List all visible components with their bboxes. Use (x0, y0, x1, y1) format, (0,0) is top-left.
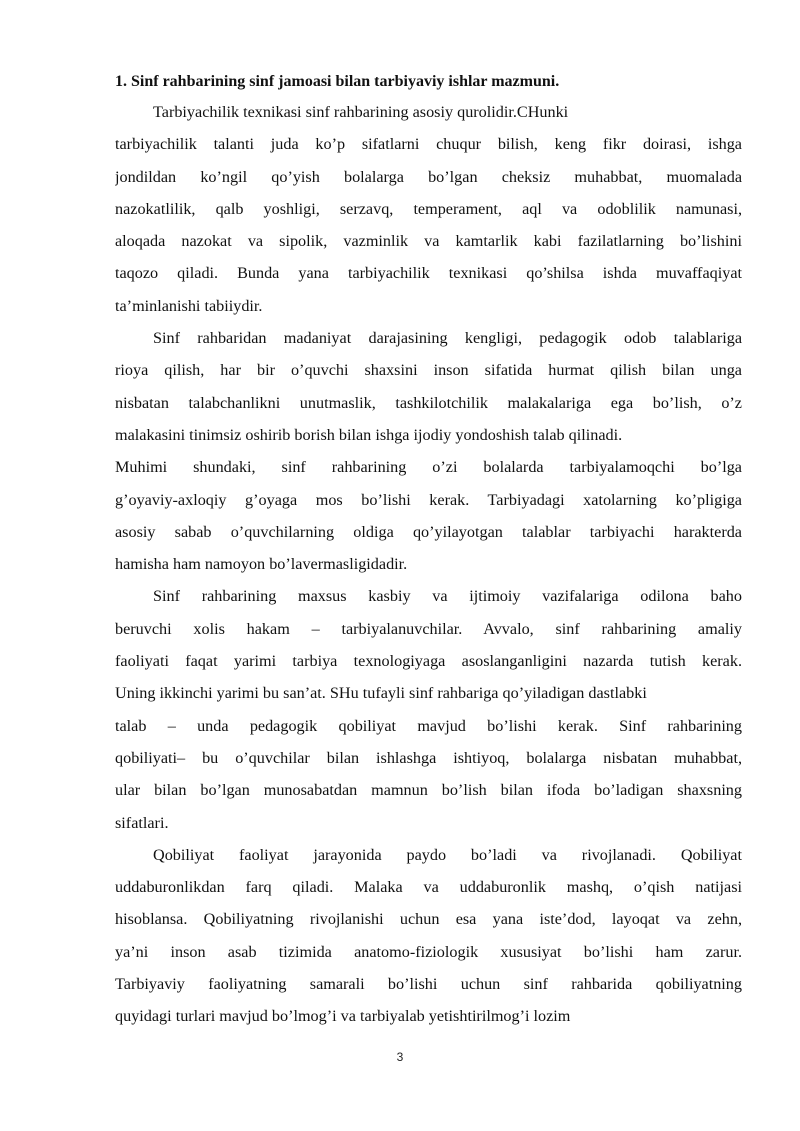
text-line: aloqada nazokat va sipolik, vazminlik va kamtarlik kabi fazilatlarning bo’lishini (115, 232, 742, 251)
page-number: 3 (396, 1050, 404, 1064)
text-line: rioya qilish, har bir o’quvchi shaxsini inson sifatida hurmat qilish bilan unga (115, 361, 742, 380)
section-heading: 1. Sinf rahbarining sinf jamoasi bilan tarbiyaviy ishlar mazmuni. (115, 73, 560, 90)
text-line: jondildan ko’ngil qo’yish bolalarga bo’lgan cheksiz muhabbat, muomalada (115, 167, 742, 186)
text-line: g’oyaviy-axloqiy g’oyaga mos bo’lishi kerak. Tarbiyadagi xatolarning ko’pligiga (115, 490, 742, 509)
text-line: sifatlari. (115, 813, 169, 832)
text-line: asosiy sabab o’quvchilarning oldiga qo’yilayotgan talablar tarbiyachi harakterda (115, 522, 742, 541)
text-line: nisbatan talabchanlikni unutmaslik, tashkilotchilik malakalariga ega bo’lish, o’z (115, 393, 742, 412)
text-line: hamisha ham namoyon bo’lavermasligidadir. (115, 555, 408, 574)
text-line: Sinf rahbarining maxsus kasbiy va ijtimoiy vazifalariga odilona baho (153, 587, 742, 606)
text-line: malakasini tinimsiz oshirib borish bilan ishga ijodiy yondoshish talab qilinadi. (115, 425, 623, 444)
text-line: taqozo qiladi. Bunda yana tarbiyachilik texnikasi qo’shilsa ishda muvaffaqiyat (115, 264, 742, 283)
text-line: faoliyati faqat yarimi tarbiya texnologiyaga asoslanganligini nazarda tutish kerak. (115, 652, 742, 671)
text-line: Sinf rahbaridan madaniyat darajasining kengligi, pedagogik odob talablariga (153, 329, 742, 348)
text-line: hisoblansa. Qobiliyatning rivojlanishi uchun esa yana iste’dod, layoqat va zehn, (115, 910, 742, 929)
text-line: ular bilan bo’lgan munosabatdan mamnun bo’lish bilan ifoda bo’ladigan shaxsning (115, 781, 742, 800)
text-line: talab – unda pedagogik qobiliyat mavjud bo’lishi kerak. Sinf rahbarining (115, 716, 742, 735)
text-line: Muhimi shundaki, sinf rahbarining o’zi bolalarda tarbiyalamoqchi bo’lga (115, 458, 742, 477)
document-page (115, 72, 742, 1033)
text-line: quyidagi turlari mavjud bo’lmog’i va tarbiyalab yetishtirilmog’i lozim (115, 1007, 571, 1026)
text-line: Tarbiyachilik texnikasi sinf rahbarining asosiy qurolidir.CHunki (153, 103, 569, 121)
text-line: uddaburonlikdan farq qiladi. Malaka va uddaburonlik mashq, o’qish natijasi (115, 878, 742, 897)
text-line: Uning ikkinchi yarimi bu san’at. SHu tufayli sinf rahbariga qo’yiladigan dastlabki (115, 684, 647, 703)
text-line: Tarbiyaviy faoliyatning samarali bo’lishi uchun sinf rahbarida qobiliyatning (115, 975, 742, 994)
text-line: ya’ni inson asab tizimida anatomo-fiziologik xususiyat bo’lishi ham zarur. (115, 942, 742, 961)
text-line: beruvchi xolis hakam – tarbiyalanuvchilar. Avvalo, sinf rahbarining amaliy (115, 619, 742, 638)
text-line: tarbiyachilik talanti juda ko’p sifatlarni chuqur bilish, keng fikr doirasi, ishga (115, 135, 742, 154)
text-line: qobiliyati– bu o’quvchilar bilan ishlashga ishtiyoq, bolalarga nisbatan muhabbat, (115, 748, 742, 767)
text-line: ta’minlanishi tabiiydir. (115, 296, 263, 315)
text-line: nazokatlilik, qalb yoshligi, serzavq, temperament, aql va odoblilik namunasi, (115, 199, 742, 218)
text-line: Qobiliyat faoliyat jarayonida paydo bo’ladi va rivojlanadi. Qobiliyat (153, 845, 742, 864)
